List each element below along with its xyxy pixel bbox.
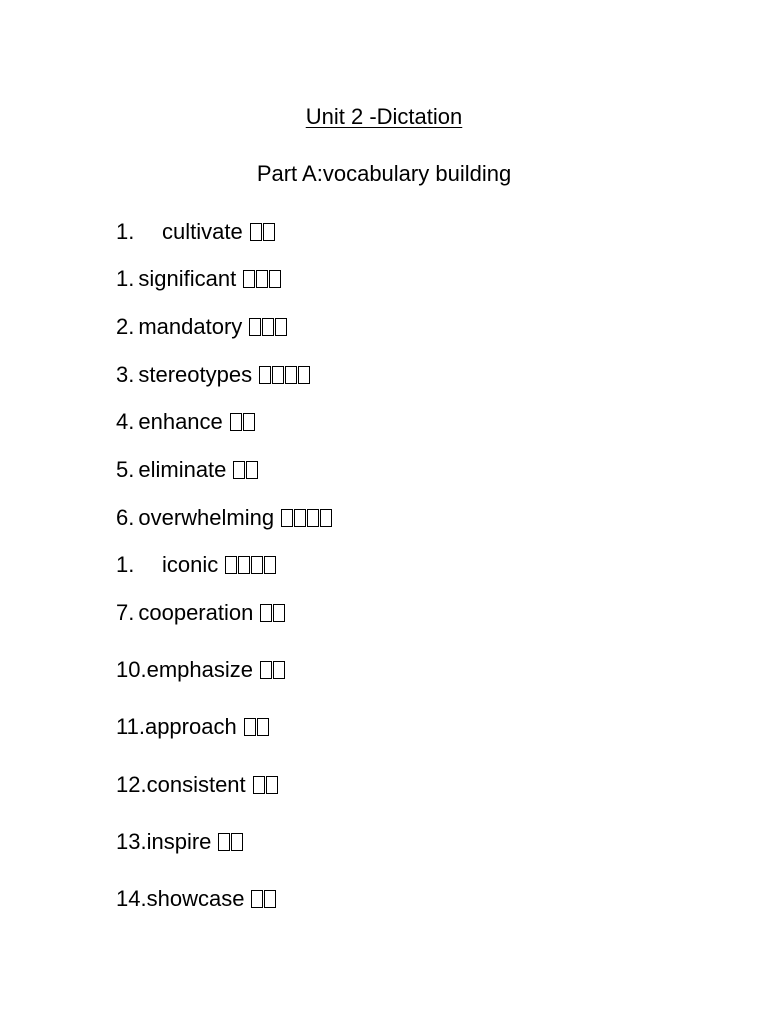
page-title-text: Unit 2 -Dictation	[305, 104, 463, 129]
missing-glyph-box	[238, 556, 250, 574]
chinese-gloss-missing-glyphs	[260, 604, 285, 622]
missing-glyph-box	[273, 604, 285, 622]
missing-glyph-box	[307, 509, 319, 527]
missing-glyph-box	[243, 270, 255, 288]
vocab-number: 3.	[116, 362, 135, 387]
vocab-item	[116, 771, 278, 799]
vocab-number: 12.	[116, 772, 147, 797]
missing-glyph-box	[251, 890, 263, 908]
vocab-item	[116, 713, 269, 741]
chinese-gloss-missing-glyphs	[251, 890, 276, 908]
vocab-word: mandatory	[138, 314, 243, 339]
vocab-item	[116, 265, 281, 293]
vocab-number: 1.	[116, 219, 135, 244]
vocab-number: 4.	[116, 409, 135, 434]
missing-glyph-box	[244, 718, 256, 736]
vocab-number: 1.	[116, 552, 135, 577]
vocab-number: 1.	[116, 266, 135, 291]
chinese-gloss-missing-glyphs	[233, 461, 258, 479]
chinese-gloss-missing-glyphs	[249, 318, 287, 336]
vocab-number: 10.	[116, 657, 147, 682]
chinese-gloss-missing-glyphs	[230, 413, 255, 431]
missing-glyph-box	[272, 366, 284, 384]
vocab-word: consistent	[146, 772, 246, 797]
missing-glyph-box	[259, 366, 271, 384]
vocab-number: 5.	[116, 457, 135, 482]
chinese-gloss-missing-glyphs	[250, 223, 275, 241]
chinese-gloss-missing-glyphs	[253, 776, 278, 794]
missing-glyph-box	[246, 461, 258, 479]
vocab-item	[116, 599, 285, 627]
missing-glyph-box	[264, 556, 276, 574]
chinese-gloss-missing-glyphs	[225, 556, 276, 574]
vocab-item	[116, 551, 276, 579]
missing-glyph-box	[260, 604, 272, 622]
vocab-word: overwhelming	[138, 505, 275, 530]
missing-glyph-box	[264, 890, 276, 908]
missing-glyph-box	[262, 318, 274, 336]
vocab-item	[116, 885, 276, 913]
missing-glyph-box	[250, 223, 262, 241]
missing-glyph-box	[256, 270, 268, 288]
missing-glyph-box	[263, 223, 275, 241]
vocab-item	[116, 656, 285, 684]
missing-glyph-box	[253, 776, 265, 794]
missing-glyph-box	[260, 661, 272, 679]
missing-glyph-box	[225, 556, 237, 574]
vocab-item	[116, 408, 255, 436]
missing-glyph-box	[251, 556, 263, 574]
vocab-number: 11.	[116, 714, 145, 739]
vocab-item	[116, 456, 258, 484]
chinese-gloss-missing-glyphs	[281, 509, 332, 527]
missing-glyph-box	[249, 318, 261, 336]
vocab-number: 7.	[116, 600, 135, 625]
chinese-gloss-missing-glyphs	[259, 366, 310, 384]
vocab-word: inspire	[146, 829, 212, 854]
vocab-word: showcase	[146, 886, 245, 911]
vocab-word: approach	[144, 714, 237, 739]
missing-glyph-box	[233, 461, 245, 479]
vocab-word: iconic	[162, 552, 219, 577]
vocab-number: 2.	[116, 314, 135, 339]
missing-glyph-box	[230, 413, 242, 431]
vocab-word: eliminate	[138, 457, 227, 482]
vocab-item	[116, 218, 275, 246]
missing-glyph-box	[281, 509, 293, 527]
missing-glyph-box	[285, 366, 297, 384]
chinese-gloss-missing-glyphs	[218, 833, 243, 851]
vocab-item	[116, 504, 332, 532]
vocab-word: stereotypes	[138, 362, 253, 387]
missing-glyph-box	[218, 833, 230, 851]
vocab-word: cooperation	[138, 600, 254, 625]
vocab-item	[116, 313, 287, 341]
missing-glyph-box	[275, 318, 287, 336]
missing-glyph-box	[294, 509, 306, 527]
chinese-gloss-missing-glyphs	[244, 718, 269, 736]
vocab-number: 14.	[116, 886, 147, 911]
vocab-number: 13.	[116, 829, 147, 854]
missing-glyph-box	[273, 661, 285, 679]
missing-glyph-box	[257, 718, 269, 736]
vocab-item	[116, 361, 310, 389]
vocab-item	[116, 828, 243, 856]
vocab-word: cultivate	[162, 219, 243, 244]
missing-glyph-box	[320, 509, 332, 527]
missing-glyph-box	[231, 833, 243, 851]
vocab-word: significant	[138, 266, 237, 291]
missing-glyph-box	[243, 413, 255, 431]
chinese-gloss-missing-glyphs	[260, 661, 285, 679]
chinese-gloss-missing-glyphs	[243, 270, 281, 288]
section-heading: Part A:vocabulary building	[256, 161, 512, 186]
vocab-number: 6.	[116, 505, 135, 530]
vocab-word: enhance	[138, 409, 223, 434]
missing-glyph-box	[266, 776, 278, 794]
missing-glyph-box	[269, 270, 281, 288]
missing-glyph-box	[298, 366, 310, 384]
page-title	[0, 103, 768, 131]
vocab-word: emphasize	[146, 657, 253, 682]
